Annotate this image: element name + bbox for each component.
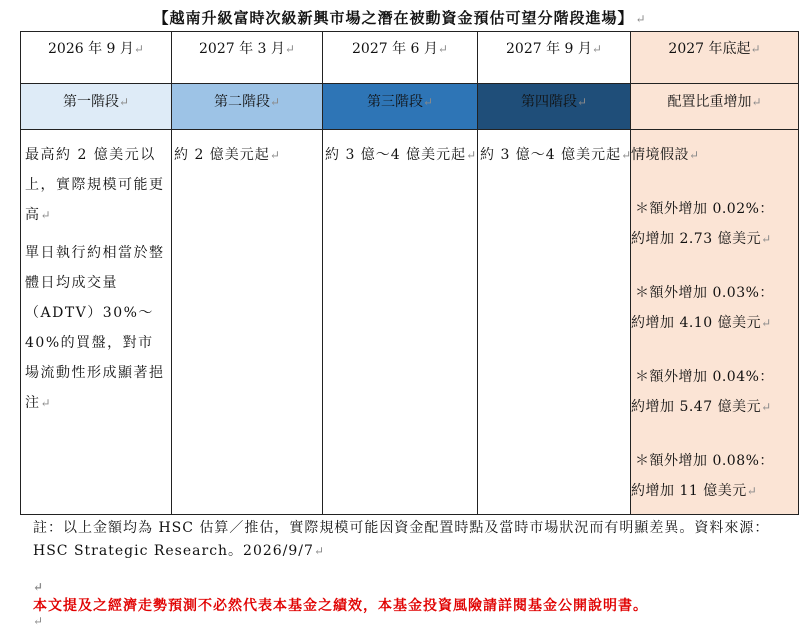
date-header-cell-4: 2027 年 9 月↵	[478, 32, 631, 84]
stage-cell-1: 第一階段↵	[21, 84, 172, 130]
detail-cell-stage2: 約 2 億美元起↵	[172, 130, 323, 515]
detail-cell-stage1	[21, 130, 172, 515]
date-header-cell-5: 2027 年底起↵	[631, 32, 799, 84]
scenario-item: ＊額外增加 0.08%： 約增加 11 億美元↵	[631, 453, 774, 499]
fund-flow-table	[20, 31, 799, 515]
risk-disclaimer: ↵ 本文提及之經濟走勢預測不必然代表本基金之績效，本基金投資風險請詳閱基金公開說明書。	[33, 578, 773, 616]
scenario-heading: 情境假設↵	[631, 147, 700, 163]
date-header-cell-1: 2026 年 9 月↵	[21, 32, 172, 84]
source-note: 註：以上金額均為 HSC 估算／推估，實際規模可能因資金配置時點及當時市場狀況而有明顯差異。資料來源：HSC Strategic Research。2026/9/7↵	[33, 520, 770, 559]
page-title	[0, 7, 800, 28]
date-header-row	[21, 32, 799, 84]
detail-cell-stage4: 約 3 億～4 億美元起↵	[478, 130, 631, 515]
stage-cell-4: 第四階段↵	[478, 84, 631, 130]
stage1-amount-text: 最高約 2 億美元以上，實際規模可能更高↵	[25, 147, 165, 223]
stage1-adtv-text: 單日執行約相當於整體日均成交量（ADTV）30%～40%的買盤，對市場流動性形成顯著挹注↵	[25, 245, 165, 411]
paragraph-mark-icon: ↵	[33, 614, 44, 628]
detail-cell-allocation	[631, 130, 799, 515]
paragraph-mark-icon: ↵	[33, 580, 45, 594]
scenario-item: ＊額外增加 0.02%： 約增加 2.73 億美元↵	[631, 201, 774, 247]
scenario-item: ＊額外增加 0.03%： 約增加 4.10 億美元↵	[631, 285, 774, 331]
detail-row	[21, 130, 799, 515]
title-text: 【越南升級富時次級新興市場之潛在被動資金預估可望分階段進場】	[153, 9, 634, 27]
stage-cell-3: 第三階段↵	[323, 84, 478, 130]
detail-cell-stage3: 約 3 億～4 億美元起↵	[323, 130, 478, 515]
date-header-cell-2: 2027 年 3 月↵	[172, 32, 323, 84]
paragraph-mark-icon: ↵	[635, 12, 647, 26]
stage-cell-5: 配置比重增加↵	[631, 84, 799, 130]
date-header-cell-3: 2027 年 6 月↵	[323, 32, 478, 84]
stage-cell-2: 第二階段↵	[172, 84, 323, 130]
stage-row	[21, 84, 799, 130]
scenario-item: ＊額外增加 0.04%： 約增加 5.47 億美元↵	[631, 369, 774, 415]
